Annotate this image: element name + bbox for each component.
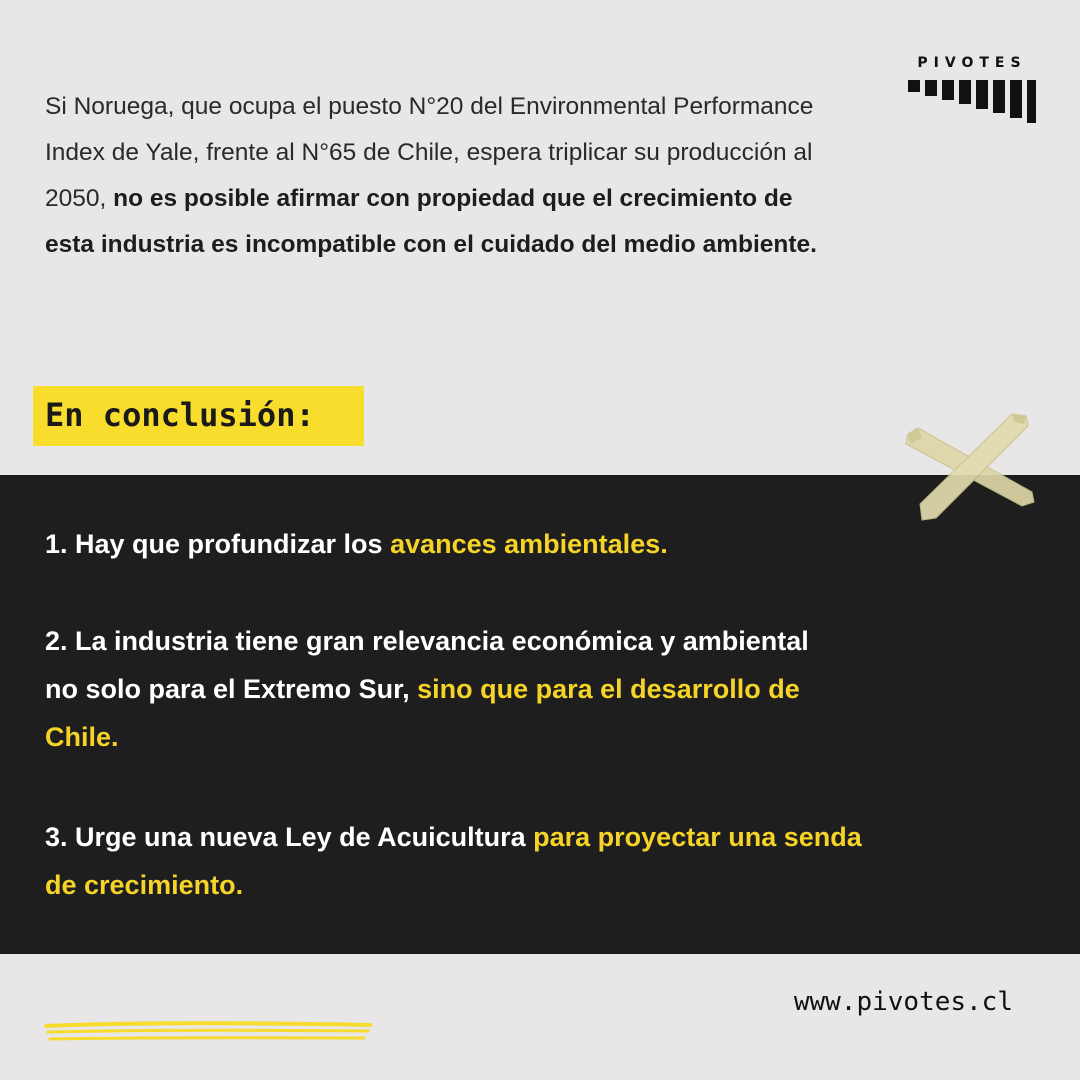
conclusion-heading: En conclusión: [45,396,315,434]
conclusion-heading-badge [33,386,364,446]
point-3-highlight: para proyectar una senda de crecimiento. [45,822,862,900]
intro-paragraph [45,84,825,268]
tape-cross-icon [900,404,1040,528]
website-url[interactable]: www.pivotes.cl [793,987,1013,1017]
conclusion-panel [0,475,1080,954]
yellow-underline-icon [44,1018,374,1046]
point-2-highlight: sino que para el desarrollo de Chile. [45,674,800,752]
logo-bars-icon [908,80,1036,124]
intro-text: Si Noruega, que ocupa el puesto N°20 del Environmental Performance Index de Yale, frente al N°65 de Chile, espera triplicar su producción al 2050, [45,93,814,212]
conclusion-point-1 [45,520,895,568]
point-3-text: 3. Urge una nueva Ley de Acuicultura [45,822,534,852]
logo-wordmark: PIVOTES [917,55,1027,71]
point-1-text: 1. Hay que profundizar los [45,529,391,559]
intro-bold-text: no es posible afirmar con propiedad que el crecimiento de esta industria es incompatible con el cuidado del medio ambiente. [45,185,817,258]
conclusion-point-2 [45,617,835,761]
pivotes-logo [908,55,1036,127]
conclusion-point-3 [45,813,895,909]
point-1-highlight: avances ambientales. [390,529,668,559]
point-2-text: 2. La industria tiene gran relevancia económica y ambiental no solo para el Extremo Sur, [45,626,809,704]
